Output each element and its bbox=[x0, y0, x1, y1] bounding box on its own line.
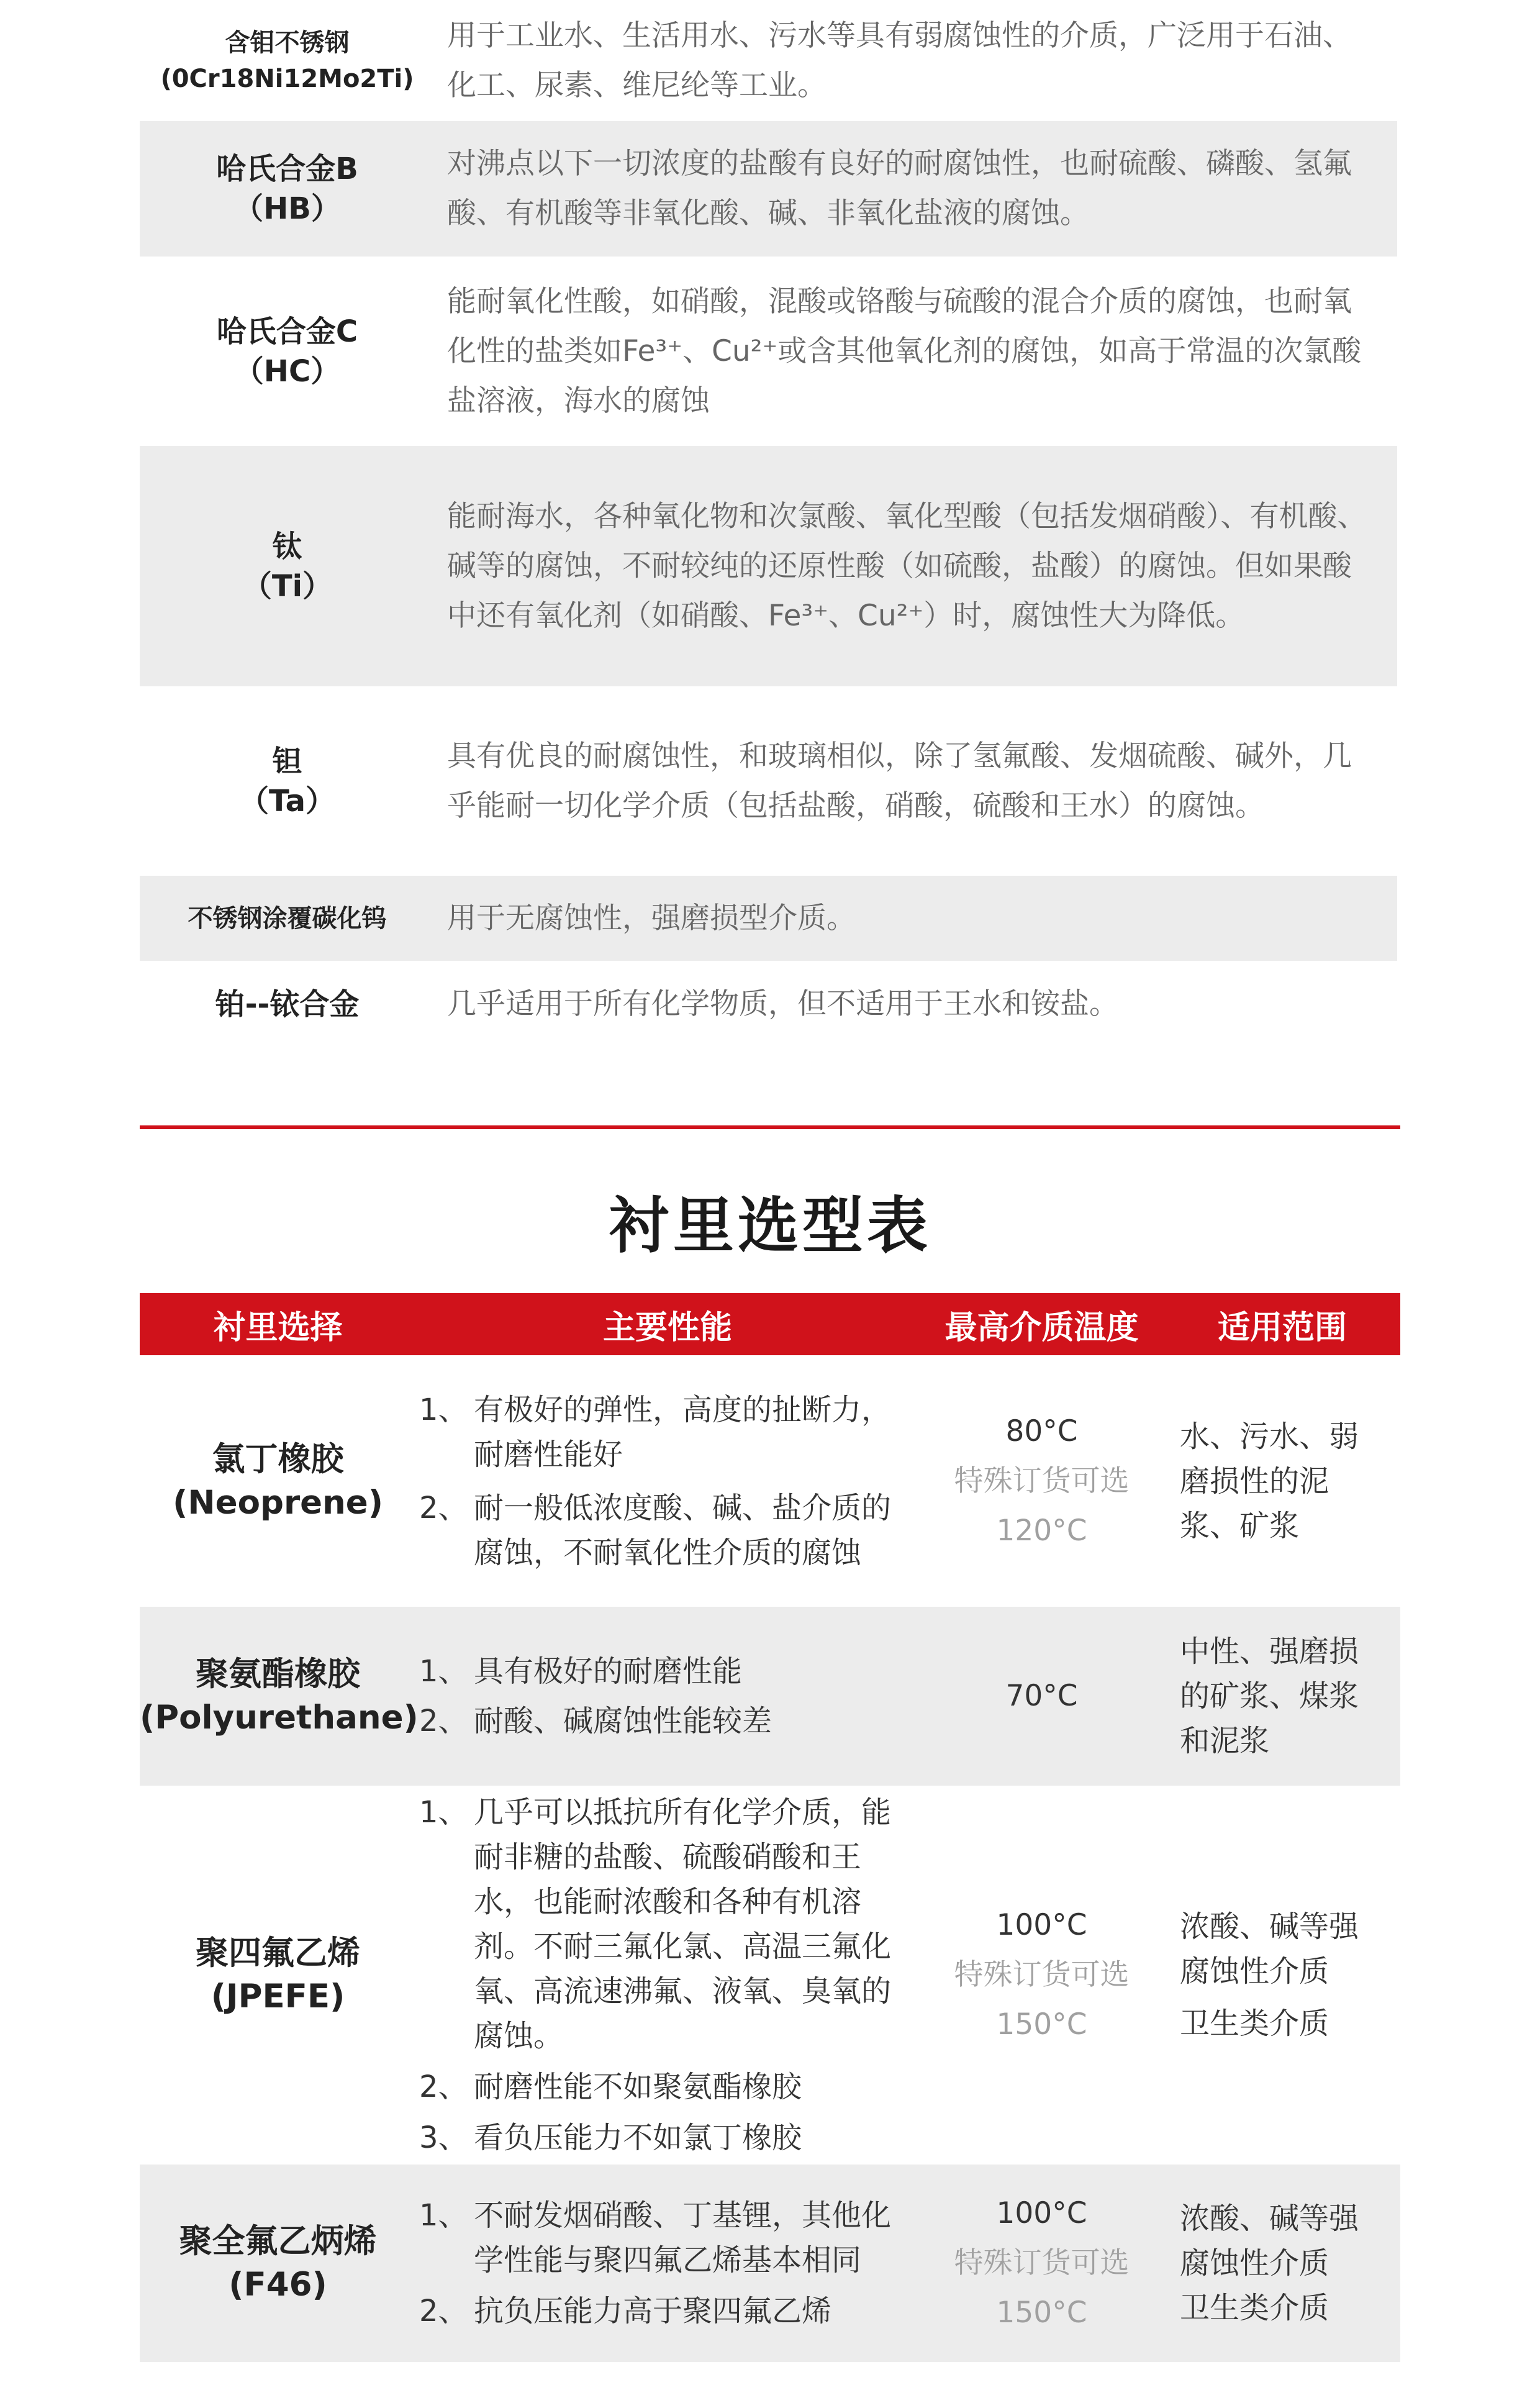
material-name bbox=[140, 527, 435, 606]
lining-name-en: (Neoprene) bbox=[173, 1483, 383, 1522]
section-divider bbox=[140, 1125, 1400, 1129]
material-name-cn: 钽 bbox=[272, 743, 302, 779]
list-item bbox=[419, 1790, 919, 2058]
scope-cell bbox=[1164, 1904, 1400, 2046]
table-header bbox=[140, 1293, 1400, 1355]
list-item bbox=[419, 1486, 919, 1575]
item-number: 3、 bbox=[419, 2120, 468, 2155]
table-row bbox=[140, 121, 1397, 257]
item-text: 具有极好的耐磨性能 bbox=[474, 1654, 743, 1689]
special-temperature: 150°C bbox=[996, 2296, 1087, 2330]
temperature-cell bbox=[919, 1671, 1164, 1721]
lining-name bbox=[140, 1653, 419, 1740]
scope-text: 卫生类介质 bbox=[1180, 2291, 1329, 2325]
material-name bbox=[140, 149, 435, 229]
lining-name-cn: 聚四氟乙烯 bbox=[196, 1934, 360, 1972]
table-row bbox=[140, 446, 1397, 686]
max-temperature: 70°C bbox=[1005, 1679, 1078, 1713]
table-row bbox=[140, 686, 1397, 876]
special-order-note: 特殊订货可选 bbox=[954, 1958, 1130, 1992]
material-description: 用于工业水、生活用水、污水等具有弱腐蚀性的介质，广泛用于石油、化工、尿素、维尼纶等工业。 bbox=[447, 18, 1352, 102]
temperature-cell bbox=[919, 1407, 1164, 1556]
list-item bbox=[419, 1388, 919, 1477]
table-row bbox=[140, 1607, 1400, 1786]
item-number: 1、 bbox=[419, 2198, 468, 2233]
scope-text: 浓酸、碱等强腐蚀性介质 bbox=[1180, 2201, 1359, 2281]
performance-list bbox=[416, 1649, 919, 1743]
header-lining-choice: 衬里选择 bbox=[213, 1309, 343, 1347]
item-text: 不耐发烟硝酸、丁基锂，其他化学性能与聚四氟乙烯基本相同 bbox=[474, 2198, 892, 2278]
performance-list bbox=[416, 1388, 919, 1575]
list-item bbox=[419, 2065, 919, 2109]
material-name-code: （HC） bbox=[233, 353, 341, 389]
table-row bbox=[140, 961, 1397, 1048]
item-number: 1、 bbox=[419, 1654, 468, 1689]
material-name-cn: 哈氏合金C bbox=[216, 314, 358, 349]
lining-name bbox=[140, 2220, 416, 2307]
max-temperature: 80°C bbox=[1005, 1414, 1078, 1448]
lining-name-en: (JPEFE) bbox=[211, 1978, 345, 2015]
table-row bbox=[140, 1355, 1400, 1607]
lining-name-en: (F46) bbox=[229, 2266, 327, 2304]
electrode-material-table bbox=[140, 0, 1397, 1048]
lining-name-cn: 氯丁橡胶 bbox=[212, 1440, 344, 1478]
item-number: 1、 bbox=[419, 1795, 468, 1830]
item-number: 2、 bbox=[419, 2069, 468, 2104]
material-description: 能耐海水，各种氧化物和次氯酸、氧化型酸（包括发烟硝酸）、有机酸、碱等的腐蚀，不耐较纯的还原性酸（如硫酸，盐酸）的腐蚀。但如果酸中还有氧化剂（如硝酸、Fe³⁺、Cu²⁺）时，腐蚀性大为降低。 bbox=[447, 499, 1367, 633]
list-item bbox=[419, 1699, 919, 1743]
lining-name bbox=[140, 1932, 416, 2019]
material-name bbox=[140, 25, 435, 97]
section-title: 衬里选型表 bbox=[608, 1191, 931, 1261]
material-name-code: （Ti） bbox=[242, 568, 333, 604]
material-name-code: （Ta） bbox=[239, 783, 335, 819]
item-text: 看负压能力不如氯丁橡胶 bbox=[474, 2120, 802, 2155]
material-name-code: (0Cr18Ni12Mo2Ti) bbox=[160, 64, 414, 93]
item-number: 2、 bbox=[419, 1490, 468, 1525]
special-order-note: 特殊订货可选 bbox=[954, 2246, 1130, 2280]
lining-name-en: (Polyurethane) bbox=[140, 1699, 419, 1737]
table-row bbox=[140, 876, 1397, 961]
table-row bbox=[140, 257, 1397, 446]
scope-text: 水、污水、弱磨损性的泥浆、矿浆 bbox=[1180, 1419, 1359, 1543]
table-row bbox=[140, 2165, 1400, 2362]
max-temperature: 100°C bbox=[996, 1908, 1087, 1942]
item-text: 抗负压能力高于聚四氟乙烯 bbox=[474, 2294, 832, 2328]
material-name bbox=[140, 312, 435, 391]
material-description: 能耐氧化性酸，如硝酸，混酸或铬酸与硫酸的混合介质的腐蚀，也耐氧化性的盐类如Fe³⁺、Cu²⁺或含其他氧化剂的腐蚀，如高于常温的次氯酸盐溶液，海水的腐蚀 bbox=[447, 284, 1362, 418]
temperature-cell bbox=[919, 1901, 1164, 2050]
special-temperature: 150°C bbox=[996, 2007, 1087, 2042]
material-name bbox=[140, 742, 435, 821]
item-text: 耐磨性能不如聚氨酯橡胶 bbox=[474, 2069, 802, 2104]
lining-name-cn: 聚全氟乙炳烯 bbox=[179, 2222, 377, 2260]
temperature-cell bbox=[919, 2189, 1164, 2338]
material-name: 铂--铱合金 bbox=[215, 987, 360, 1022]
list-item bbox=[419, 1649, 919, 1694]
material-description: 对沸点以下一切浓度的盐酸有良好的耐腐蚀性，也耐硫酸、磷酸、氢氟酸、有机酸等非氧化酸、碱、非氧化盐液的腐蚀。 bbox=[447, 147, 1352, 230]
table-row bbox=[140, 0, 1397, 121]
material-name-cn: 钛 bbox=[272, 529, 302, 564]
performance-list bbox=[416, 1790, 919, 2160]
scope-cell bbox=[1164, 1629, 1400, 1763]
material-description: 具有优良的耐腐蚀性，和玻璃相似，除了氢氟酸、发烟硫酸、碱外，几乎能耐一切化学介质（包括盐酸，硝酸，硫酸和王水）的腐蚀。 bbox=[447, 738, 1352, 823]
header-max-temperature: 最高介质温度 bbox=[944, 1309, 1139, 1347]
item-text: 耐一般低浓度酸、碱、盐介质的腐蚀，不耐氧化性介质的腐蚀 bbox=[474, 1490, 892, 1570]
material-name: 不锈钢涂覆碳化钨 bbox=[188, 904, 387, 933]
scope-text: 中性、强磨损的矿浆、煤浆和泥浆 bbox=[1180, 1634, 1359, 1758]
scope-cell bbox=[1164, 2196, 1400, 2330]
material-description: 几乎适用于所有化学物质，但不适用于王水和铵盐。 bbox=[447, 987, 1118, 1021]
lining-name bbox=[140, 1438, 416, 1525]
item-text: 有极好的弹性，高度的扯断力，耐磨性能好 bbox=[474, 1392, 892, 1472]
material-name-cn: 哈氏合金B bbox=[216, 152, 358, 186]
scope-text: 浓酸、碱等强腐蚀性介质 bbox=[1180, 1909, 1359, 1989]
scope-text: 卫生类介质 bbox=[1180, 2006, 1329, 2041]
lining-selection-table bbox=[140, 1293, 1400, 2362]
list-item bbox=[419, 2193, 919, 2283]
item-number: 1、 bbox=[419, 1392, 468, 1427]
table-row bbox=[140, 1786, 1400, 2165]
material-name-cn: 含钼不锈钢 bbox=[225, 28, 350, 57]
header-application-scope: 适用范围 bbox=[1217, 1309, 1347, 1347]
list-item bbox=[419, 2289, 919, 2333]
performance-list bbox=[416, 2193, 919, 2333]
item-number: 2、 bbox=[419, 1704, 468, 1738]
material-description: 用于无腐蚀性，强磨损型介质。 bbox=[447, 901, 856, 935]
material-name-code: （HB） bbox=[233, 191, 341, 226]
item-number: 2、 bbox=[419, 2294, 468, 2328]
item-text: 耐酸、碱腐蚀性能较差 bbox=[474, 1704, 772, 1738]
max-temperature: 100°C bbox=[996, 2196, 1087, 2230]
scope-cell bbox=[1164, 1414, 1400, 1548]
special-temperature: 120°C bbox=[996, 1513, 1087, 1548]
header-main-performance: 主要性能 bbox=[602, 1309, 732, 1347]
lining-name-cn: 聚氨酯橡胶 bbox=[196, 1655, 360, 1693]
item-text: 几乎可以抵抗所有化学介质，能耐非糖的盐酸、硫酸硝酸和王水，也能耐浓酸和各种有机溶剂。不耐三氟化氯、高温三氟化氧、高流速沸氟、液氧、臭氧的腐蚀。 bbox=[474, 1795, 892, 2053]
special-order-note: 特殊订货可选 bbox=[954, 1463, 1130, 1498]
list-item bbox=[419, 2115, 919, 2160]
